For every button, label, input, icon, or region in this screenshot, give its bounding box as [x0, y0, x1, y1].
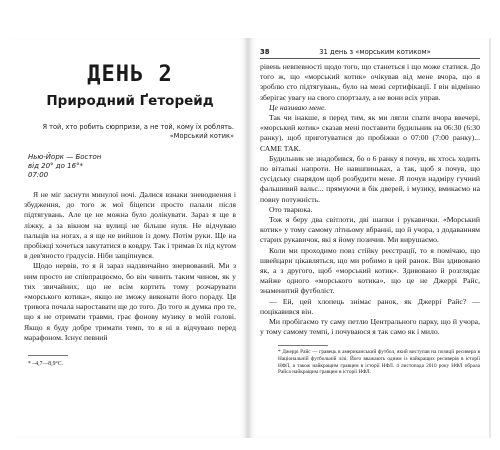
paragraph: Це називаю мене. — [269, 102, 327, 112]
paragraph: Ото тварюка. — [269, 204, 313, 214]
paragraph: Так чи інакше, я перед тим, як ми лягли спати вчора ввечері, «морський котик» сказав мені поставити будильник на 06:30 (6:30 ранку), щоб приготуватися до пробіжки о 07:00 (7:00 ранку)... САМЕ ТАК. — [260, 113, 480, 153]
epigraph-quote: Я той, хто робить сюрпризи, а не той, кому їх роблять. — [42, 123, 234, 131]
time-line: 07:00 — [28, 171, 49, 179]
footnote-divider — [28, 355, 68, 356]
paragraph: — Ей, цей хлопець знімає ранок, як Джеррі Райс? — поцікавився він. — [260, 296, 480, 316]
right-page — [248, 38, 490, 438]
paragraph: Коли ми проходимо повз стійку реєстрації, то я помічаю, що швейцари цікавляться, що ми робимо в цей ранок. Він здивовано як, а з другого, щоб «морський котик». Здивовано й розглядає майже одного «морського котика», що це не Джеррі Райс, знаменитий футболіст. — [260, 245, 480, 296]
book-spread — [10, 38, 490, 438]
paragraph: Ми пробігаємо ту саму петлю Центрального парку, що й учора, у тому самому темпі, і почуваюся я так само як і мило. — [260, 317, 480, 337]
page-edge — [489, 38, 491, 438]
chapter-subtitle: Природний Ґеторейд — [46, 93, 214, 109]
epigraph-attribution: «Морський котик» — [169, 132, 234, 140]
chapter-title: ДЕНЬ 2 — [87, 62, 173, 87]
right-body-text — [260, 62, 480, 337]
left-body-text — [24, 190, 236, 343]
paragraph: Тож я беру два світлоти, дві шапки і рукавички. «Морський котик» у тому самому літньому вбранні, що й учора, з додаванням старих рукавичок, які я йому позичив. Ми вирушаємо. — [260, 215, 480, 245]
temperature-line: від 20° до 16°* — [28, 162, 84, 170]
paragraph: Я не міг заснути минулої ночі. Далися взнаки зневоднення і збудження, до того ж мої біцепси просто палали після підтягувань. Але це не можна було долікувати. Зараз я ще в ліжку, а за вікном на вулиці не більше нуля. Не відчуваю пальців на ногах, а я ще не вийшов із дому. Потім руки. Ще на пробіжці хочеться закутатися в ковдру. Так і тримав їх під кутом в дев'яносто градусів. Ніби защіпнувся. — [24, 190, 236, 261]
right-footnote: * Джеррі Райс — гравець в американський футбол, який виступав на позиції ресивера в Національній футбольній лізі. Його вважають одним із найкращих ресиверів в історії НФЛ, а також найкращим гравцем в історії НФЛ. 4 листопада 2010 року НФЛ обрала Райса найкращим гравцем в історії НФЛ. — [278, 349, 480, 376]
handwritten-note — [28, 153, 236, 180]
footnote-divider — [278, 345, 328, 346]
paragraph: Щодо нервів, то я й зараз надзвичайно знервований. Ми з ним просто не співпрацюємо, бо він чинить таким чином, як у тих звичайних, що не всім кортить тому розчарувати «морського котика», якщо не зможу виконати його пораду. Ця тривога почала нароставати ще до того. До того ж думка про те, що я не отримати травми, грає фонову музику в моїй голові. Якщо я буду добре тримати темп, то я ні в відчуваю перед марафоном. Існує певний — [24, 261, 236, 342]
left-page — [10, 38, 248, 438]
page-number: 38 — [260, 48, 270, 56]
paragraph: Будильник не знадобився, бо о 6 ранку я почув, як хтось ходить по віталькі напроти. Не навшпиньках, а так, щоб я почув, що сусідську снарядом щоб розбудити мене. Я почув надміру гучний фальшивий вальс... прямуючи в бік дверей, і музику, вмикаємо на повну потужність. — [260, 153, 480, 204]
paragraph: рівень невпевності щодо того, що станеться і що може статися. До того ж, що «морський котик» очікував від мене вчора, що я зроблю сто підтягувань, було на межі сертифікації. І він відмінно зберігає увагу на свого спортзалу, а не вони всіх управ. — [260, 62, 480, 102]
running-head — [260, 38, 480, 59]
route-line: Нью-Йорк — Бостон — [28, 153, 102, 161]
running-title: 31 день з «морським котиком» — [319, 48, 431, 56]
left-footnote: * –4,7—8,9°С. — [28, 361, 64, 368]
epigraph — [38, 123, 234, 141]
